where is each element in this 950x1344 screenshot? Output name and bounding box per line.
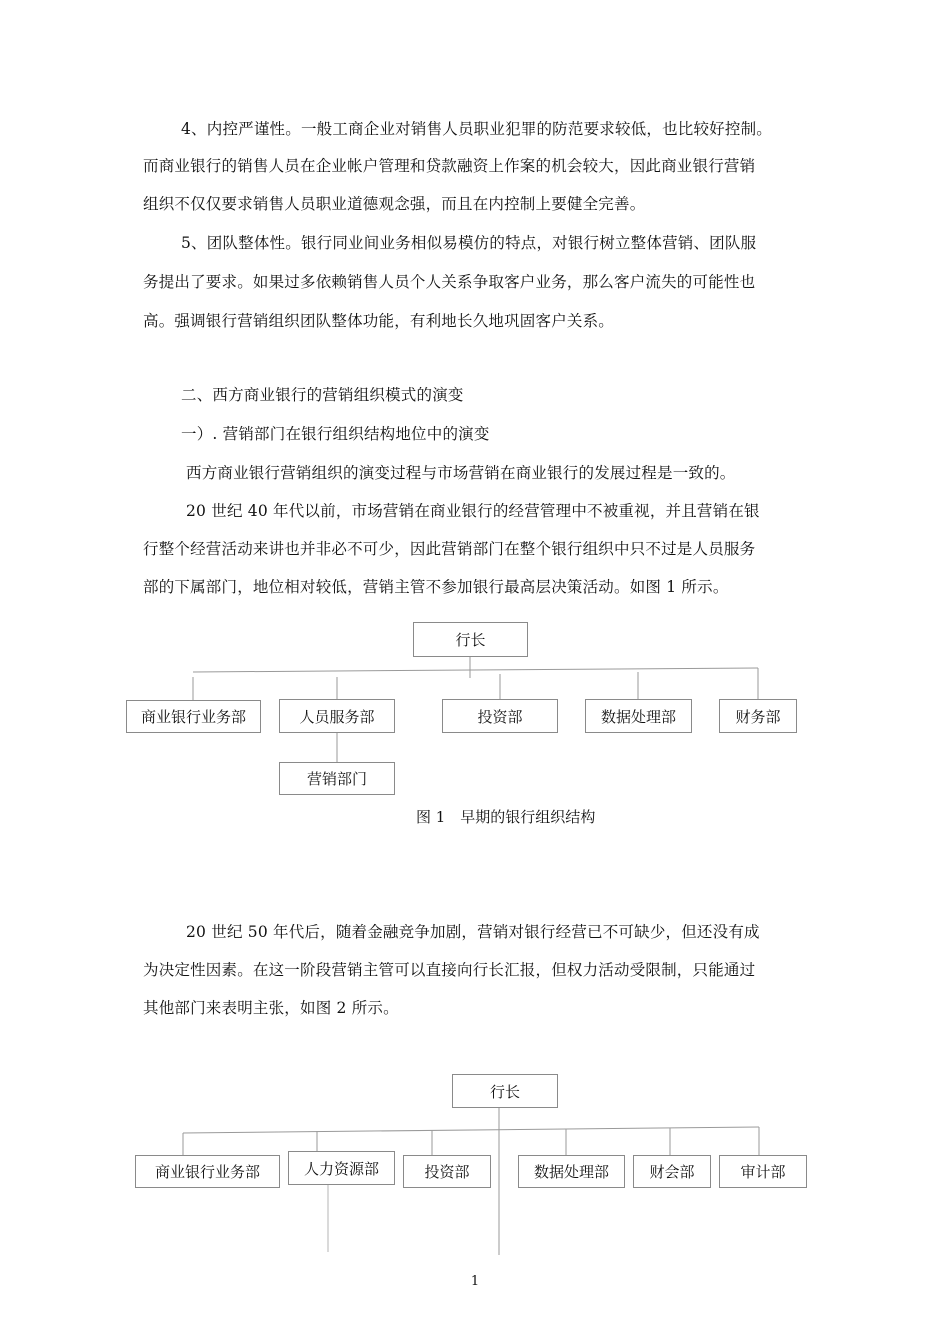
org-box-department: 商业银行业务部 (126, 700, 261, 733)
org-box-department: 数据处理部 (518, 1155, 625, 1188)
paragraph-line: 20 世纪 50 年代后，随着金融竞争加剧，营销对银行经营已不可缺少，但还没有成 (186, 923, 760, 941)
paragraph-line: 20 世纪 40 年代以前，市场营销在商业银行的经营管理中不被重视，并且营销在银 (186, 502, 760, 520)
org-box-marketing: 营销部门 (279, 762, 395, 795)
paragraph-line: 其他部门来表明主张，如图 2 所示。 (143, 999, 399, 1017)
org-box-department: 财务部 (719, 699, 797, 733)
org-box-department: 数据处理部 (585, 699, 692, 733)
org-box-department: 投资部 (403, 1155, 491, 1188)
paragraph-line: 而商业银行的销售人员在企业帐户管理和贷款融资上作案的机会较大，因此商业银行营销 (143, 157, 756, 175)
org-box-department: 人力资源部 (288, 1151, 395, 1185)
paragraph-line: 部的下属部门，地位相对较低，营销主管不参加银行最高层决策活动。如图 1 所示。 (143, 578, 729, 596)
org-box-president: 行长 (452, 1074, 558, 1108)
org-box-department: 财会部 (633, 1155, 711, 1188)
paragraph-line: 组织不仅仅要求销售人员职业道德观念强，而且在内控制上要健全完善。 (143, 195, 646, 213)
org-box-department: 投资部 (442, 699, 558, 733)
subsection-heading: 一）. 营销部门在银行组织结构地位中的演变 (181, 425, 490, 443)
paragraph-line: 为决定性因素。在这一阶段营销主管可以直接向行长汇报，但权力活动受限制，只能通过 (143, 961, 756, 979)
paragraph-line: 行整个经营活动来讲也并非必不可少，因此营销部门在整个银行组织中只不过是人员服务 (143, 540, 756, 558)
org-box-department: 人员服务部 (279, 699, 395, 733)
paragraph-line: 务提出了要求。如果过多依赖销售人员个人关系争取客户业务，那么客户流失的可能性也 (143, 273, 756, 291)
paragraph-line: 西方商业银行营销组织的演变过程与市场营销在商业银行的发展过程是一致的。 (186, 464, 736, 482)
section-heading: 二、西方商业银行的营销组织模式的演变 (181, 386, 464, 404)
org-box-president: 行长 (413, 622, 528, 657)
paragraph-line: 高。强调银行营销组织团队整体功能，有利地长久地巩固客户关系。 (143, 312, 615, 330)
org-box-department: 商业银行业务部 (135, 1155, 280, 1188)
paragraph-line: 5、团队整体性。银行同业间业务相似易模仿的特点，对银行树立整体营销、团队服 (181, 234, 757, 252)
paragraph-line: 4、内控严谨性。一般工商企业对销售人员职业犯罪的防范要求较低，也比较好控制。 (181, 120, 772, 138)
org-box-department: 审计部 (719, 1155, 807, 1188)
figure1-caption: 图 1 早期的银行组织结构 (416, 808, 596, 826)
page-number: 1 (470, 1274, 480, 1289)
